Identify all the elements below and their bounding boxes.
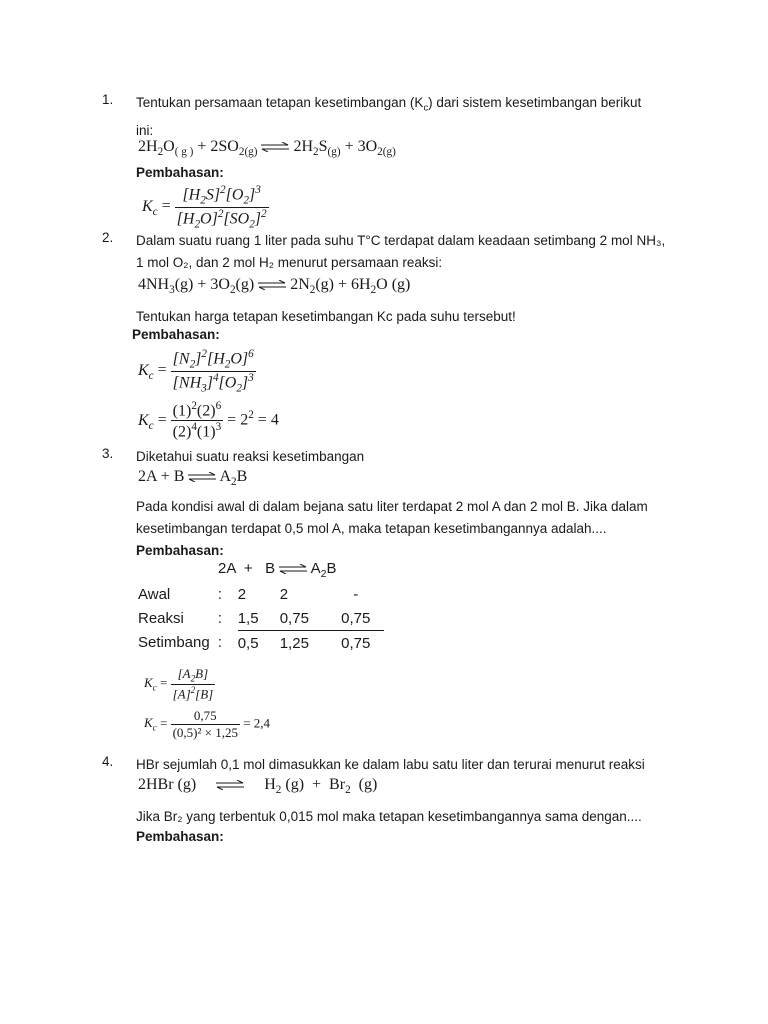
question-text: HBr sejumlah 0,1 mol dimasukkan ke dalam labu satu liter dan terurai menurut reaksi [136,757,645,772]
question-number: 4. [102,754,114,769]
reaction-equation: 2A + B $A_2B$ [138,468,248,489]
equilibrium-arrow-icon [279,564,307,574]
question-number: 1. [102,92,114,107]
section-heading: Pembahasan: [136,543,224,558]
section-heading: Pembahasan: [132,327,220,342]
equilibrium-arrow-icon [216,780,244,790]
question-prompt: Tentukan harga tetapan kesetimbangan Kc pada suhu tersebut! [136,309,516,324]
question-text: Diketahui suatu reaksi kesetimbangan [136,449,365,464]
question-text: Jika Br₂ yang terbentuk 0,015 mol maka tetapan kesetimbangannya sama dengan.... [136,809,642,824]
ice-table-header: 2A + B $A_2B$ [218,560,337,580]
section-heading: Pembahasan: [136,165,224,180]
kc-expression: $K_c$ = $\frac{[H_2S]^2[O_2]^3}{[H_2O]^2[SO_2]^2}$ [142,184,267,231]
reaction-equation: 2HBr (g) $H_2$ $(g) + Br_2$ (g) [138,776,378,797]
question-text: Dalam suatu ruang 1 liter pada suhu T°C terdapat dalam keadaan setimbang 2 mol NH₃, 1 mol O₂, dan 2 mol H₂ menurut persamaan reaksi: [136,233,666,270]
ice-table [138,560,384,655]
question-number: 3. [102,446,114,461]
kc-calculation: $K_c$ = $\frac{(1)^2(2)^6}{(2)^4(1)^3}$ = $2^2 = 4$ [138,400,279,441]
question-text: Pada kondisi awal di dalam bejana satu liter terdapat 2 mol A dan 2 mol B. Jika dalam kesetimbangan terdapat 0,5 mol A, maka tetapan kesetimbangannya adalah.... [136,499,648,536]
reaction-equation: $4NH_3(g) + 3O_2(g) 2N_2(g) + 6H_2O$ (g) [138,276,411,297]
question-number: 2. [102,230,114,245]
equilibrium-arrow-icon [261,142,289,152]
section-heading: Pembahasan: [136,829,224,844]
kc-expression: $K_c$ = $\frac{[A_2B]}{[A]^2[B]}$ [144,666,214,701]
question-text: Tentukan persamaan tetapan kesetimbangan $(K_c)$ dari sistem kesetimbangan berikut ini: [136,95,642,138]
kc-expression: $K_c$ = $\frac{[N_2]^2[H_2O]^6}{[NH_3]^4[O_2]^3}$ [138,348,254,395]
kc-calculation: $K_c$ = $\frac{0,75}{\text{(0,5)² × 1,25}}$ = 2,4 [144,708,271,740]
table-row: Setimbang : 0,5 1,25 0,75 [138,631,384,656]
table-row: Reaksi : 1,5 0,75 0,75 [138,609,371,627]
table-row: Awal : 2 2 - [138,585,359,603]
reaction-equation: $2H_2O_{( g )} + 2SO_{2(g)}$ $2H_2S_{(g)} + 3O_{2(g)}$ [138,138,396,159]
equilibrium-arrow-icon [188,472,216,482]
equilibrium-arrow-icon [258,280,286,290]
ice-table-body [138,582,384,655]
